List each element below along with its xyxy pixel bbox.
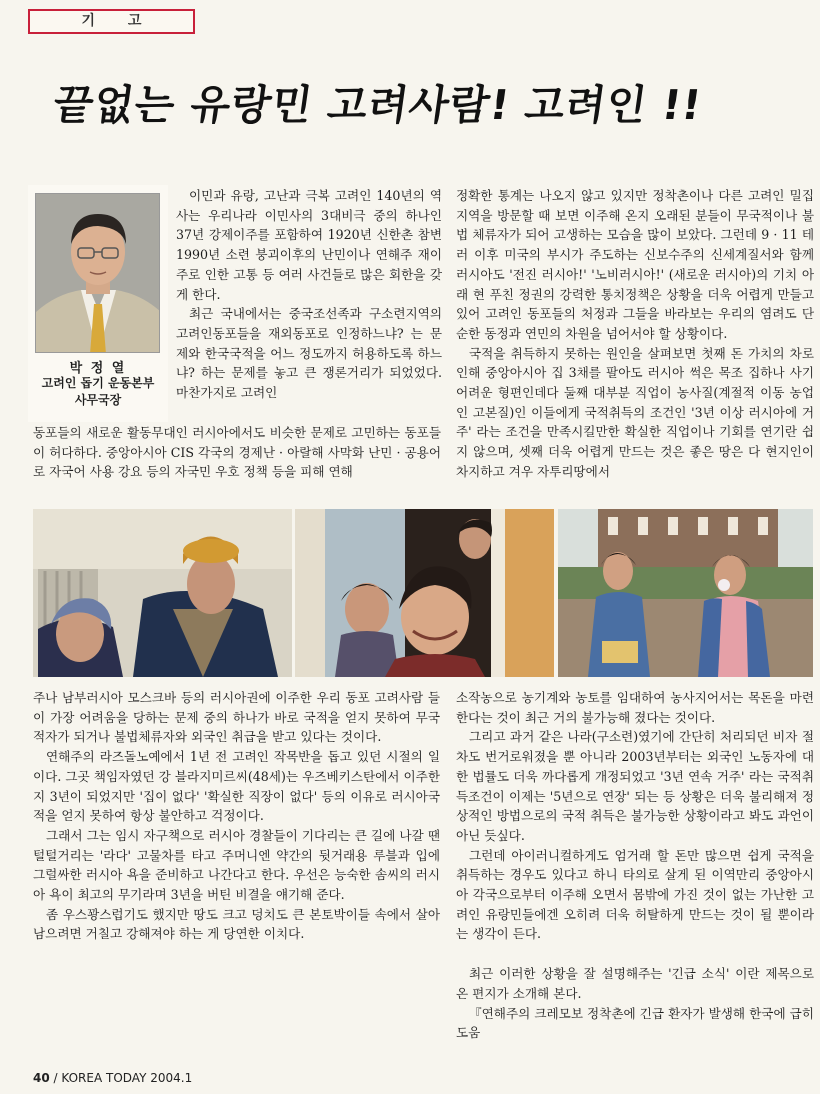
footer-separator: / xyxy=(53,1071,62,1085)
page-footer xyxy=(33,1071,192,1085)
author-box xyxy=(28,185,168,422)
author-role-line1: 고려인 돕기 운동본부 xyxy=(41,376,155,390)
author-role-line2: 사무국장 xyxy=(74,393,122,407)
paragraph: 최근 이러한 상황을 잘 설명해주는 '긴급 소식' 이란 제목으로 온 편지가 소개해 본다. xyxy=(456,966,814,1001)
paragraph: 최근 국내에서는 중국조선족과 구소련지역의 고려인동포들을 재외동포로 인정하느냐? 는 문제와 한국국적을 어느 정도까지 허용하도록 하느냐? 하는 문제를 놓고 큰 쟁론거리가 되었었다. 마찬가지로 고려인 xyxy=(176,306,442,401)
photo-children-doorway xyxy=(295,509,554,677)
paragraph: 그리고 과거 같은 나라(구소련)였기에 간단히 처리되던 비자 절차도 번거로워졌을 뿐 아니라 2003년부터는 외국인 노동자에 대한 법률도 더욱 까다롭게 개정되었고 '3년 연속 거주' 라는 국적취득조건이 이제는 '5년으로 연장' 되는 등 상황은 더욱 불리해져 정상적인 방법으로의 국적 취득은 불가능한 상황이라고 봐도 과언이 아닌 듯싶다. xyxy=(456,729,814,843)
column-b-top xyxy=(456,186,814,482)
paragraph: 『연해주의 크레모보 정착촌에 긴급 환자가 발생해 한국에 급히 도움 xyxy=(456,1005,814,1041)
column-a-wide xyxy=(33,423,441,482)
paragraph: 주나 남부러시아 모스크바 등의 러시아권에 이주한 우리 동포 고려사람 들이 가장 어려움을 당하는 문제 중의 하나가 바로 국적을 얻지 못하여 무국적자가 되거나 불법체류자와 외국인 취급을 받고 있다는 것이다. xyxy=(33,690,440,745)
publication-name: KOREA TODAY 2004.1 xyxy=(61,1071,193,1085)
author-portrait-image xyxy=(36,194,160,353)
page-number: 40 xyxy=(33,1071,50,1085)
headline: 끝없는 유랑민 고려사람! 고려인 !! xyxy=(50,81,706,129)
author-role xyxy=(28,375,168,409)
paragraph: 이민과 유랑, 고난과 극복 고려인 140년의 역사는 우리나라 이민사의 3대비극 중의 하나인 37년 강제이주를 포함하여 1920년 신한촌 참변 1990년 소련 붕괴이후의 난민이나 연해주 재이주로 인한 고통 등 여러 사건들로 많은 회한을 갖게 한다. xyxy=(176,188,442,302)
author-name: 박 정 열 xyxy=(69,361,127,376)
photo-elderly-women xyxy=(33,509,292,677)
paragraph: 동포들의 새로운 활동무대인 러시아에서도 비슷한 문제로 고민하는 동포들이 허다하다. 중앙아시아 CIS 각국의 경제난 · 아랄해 사막화 난민 · 공용어로 자국어 사용 강요 등의 자국민 우호 정책 등을 피해 연해 xyxy=(33,425,441,480)
paragraph: 소작농으로 농기계와 농토를 임대하여 농사지어서는 목돈을 마련한다는 것이 최근 거의 불가능해 졌다는 것이다. xyxy=(456,690,814,725)
column-a-top xyxy=(176,186,442,403)
paragraph: 국적을 취득하지 못하는 원인을 살펴보면 첫째 돈 가치의 차로 인해 중앙아시아 집 3채를 팔아도 러시아 썩은 목조 집하나 사기 어려운 형편인데다 둘째 대부분 직업이 농사질(계절적 이동 농업인 고본질)인 이들에게 국적취득의 조건인 '3년 이상 러시아에 거주' 라는 조건을 만족시킬만한 확실한 직업이나 기회를 연기란 쉽지 않으며, 셋째 더욱 어렵게 만드는 것은 좋은 땅은 다 현지인이 차지하고 겨우 자투리땅에서 xyxy=(456,345,814,479)
paragraph: 그래서 그는 임시 자구책으로 러시아 경찰들이 기다리는 큰 길에 나갈 땐 털털거리는 '라다' 고물차를 타고 주머니엔 약간의 뒷거래용 루블과 입에 그럴싸한 러시아 욕을 준비하고 나간다고 한다. 우선은 능숙한 솜씨의 러시아 욕이 최고의 무기라며 3년을 버틴 비결을 얘기해 준다. xyxy=(33,827,440,903)
column-d xyxy=(456,688,814,1043)
paragraph: 좀 우스꽝스럽기도 했지만 땅도 크고 덩치도 큰 본토박이들 속에서 살아남으려면 거칠고 강해져야 하는 게 당연한 이치다. xyxy=(33,906,440,942)
paragraph: 정확한 통계는 나오지 않고 있지만 정착촌이나 다른 고려인 밀집지역을 방문할 때 보면 이주해 온지 오래된 분들이 무국적이나 불법 체류자가 되어 고생하는 모습을 많이 보았다. 그런데 9 · 11 테러 이후 미국의 부시가 주도하는 신보수주의 신세계질서와 함께 러시아도 '전진 러시아!' '노비러시아!' (새로운 러시아)의 기치 아래 현 푸친 정권의 강력한 통치정책은 상황을 더욱 어렵게 만들고 있어 고려인 동포들의 처정과 그들을 바라보는 우리의 염려도 단순한 동정과 연민의 차원을 넘어서야 할 상황이다. xyxy=(456,188,814,341)
photo-girls-outdoors xyxy=(558,509,813,677)
column-c xyxy=(33,688,440,944)
paragraph: 그런데 아이러니컬하게도 엄거래 할 돈만 많으면 쉽게 국적을 취득하는 경우도 있다고 하니 타의로 살게 된 이역만리 중앙아시아 각국으로부터 이주해 오면서 몸밖에 가진 것이 없는 가난한 고려인 유랑민들에겐 오히려 더욱 허탈하게 만드는 것이 될 뿐이라는 생각이 든다. xyxy=(456,847,814,942)
section-tag: 기 고 xyxy=(28,9,195,34)
photo-strip xyxy=(33,509,813,677)
paragraph: 연해주의 라즈돌노예에서 1년 전 고려인 작목반을 돕고 있던 시절의 일이다. 그곳 책임자였던 강 블라지미르씨(48세)는 우즈베키스탄에서 이주한지 3년이 되었지만 '집이 없다' '확실한 직장이 없다' 등의 이유로 러시아국적을 얻지 못하여 항상 불안하고 걱정이다. xyxy=(33,749,440,824)
author-photo xyxy=(35,193,160,353)
